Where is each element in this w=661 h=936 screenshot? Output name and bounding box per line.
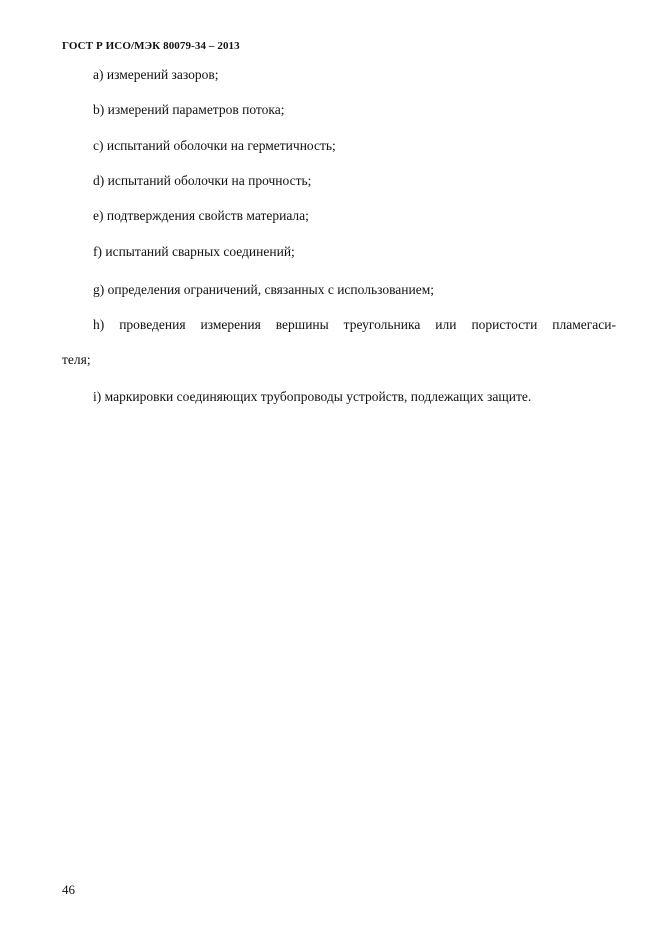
list-item: c) испытаний оболочки на герметичность; bbox=[93, 138, 336, 153]
list-item-h-line1: h) проведения измерения вершины треугольника или пористости пламегаси- bbox=[93, 317, 616, 332]
list-item: d) испытаний оболочки на прочность; bbox=[93, 173, 312, 188]
page-number: 46 bbox=[62, 882, 75, 897]
list-item: g) определения ограничений, связанных с использованием; bbox=[93, 282, 435, 297]
list-item: e) подтверждения свойств материала; bbox=[93, 208, 309, 223]
list-item-h-line2: теля; bbox=[62, 352, 91, 367]
list-item-h bbox=[62, 316, 616, 369]
list-item: i) маркировки соединяющих трубопроводы устройств, подлежащих защите. bbox=[93, 389, 532, 404]
list-item: f) испытаний сварных соединений; bbox=[93, 244, 295, 259]
list-item: a) измерений зазоров; bbox=[93, 67, 219, 82]
list-item: b) измерений параметров потока; bbox=[93, 102, 285, 117]
document-header: ГОСТ Р ИСО/МЭК 80079-34 – 2013 bbox=[62, 40, 240, 52]
